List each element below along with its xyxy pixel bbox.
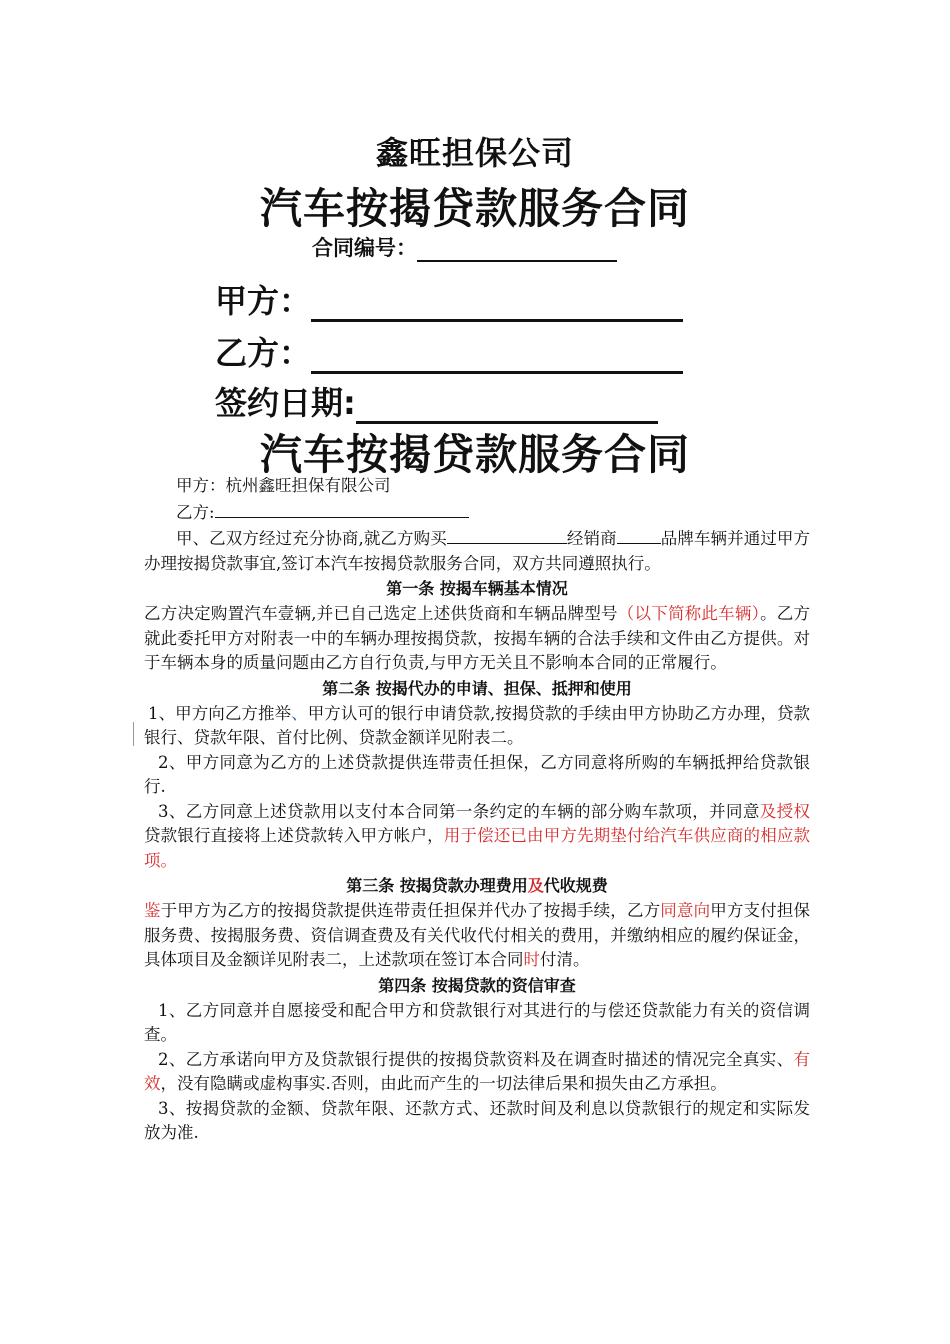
cover-title: 汽车按揭贷款服务合同 (259, 184, 690, 233)
a2-item3-text-d-red: 用于偿还已由甲方先期垫付给汽车供应商的相应款项。 (144, 826, 811, 870)
a2-revision-mark: 、 (291, 703, 308, 723)
contract-number-field (312, 232, 617, 262)
company-name: 鑫旺担保公司 (375, 134, 574, 172)
a3-text-5-red: 时 (523, 950, 540, 969)
article-3-heading (144, 873, 810, 899)
party-a-label: 甲方： (215, 282, 312, 320)
a1-text-2-red: （以下简称此车辆） (617, 604, 761, 623)
party-a-line: 甲方：杭州鑫旺担保有限公司 (176, 476, 391, 495)
party-b-blank (311, 341, 683, 374)
text-cursor (133, 722, 134, 746)
party-b-label: 乙方： (215, 334, 312, 372)
article-2-item-1 (144, 702, 810, 751)
a3-text-4: 甲方支付担保服务费、按揭服务费、资信调查费及有关代收代付相关的费用，并缴纳相应的履约保证金，具体项目及金额详见附表二，上述款项在签订本合同 (144, 901, 811, 969)
article-4-item-2 (144, 1048, 810, 1097)
intro-text-2: 经销商 (566, 529, 617, 548)
article-2-item-2: 2、甲方同意为乙方的上述贷款提供连带责任担保，乙方同意将所购的车辆抵押给贷款银行. (144, 752, 810, 796)
article-1-paragraph (144, 602, 810, 676)
sign-date-label: 签约日期: (215, 384, 356, 422)
article-2-heading: 第二条 按揭代办的申请、担保、抵押和使用 (322, 678, 632, 698)
sign-date-field (215, 378, 658, 424)
a3-text-6: 付清。 (540, 950, 590, 969)
a1-text-1: 乙方决定购置汽车壹辆,并已自己选定上述供货商和车辆品牌型号 (144, 604, 618, 623)
contract-body (144, 474, 810, 1146)
article-1-heading: 第一条 按揭车辆基本情况 (386, 579, 568, 598)
party-b-line-blank (215, 499, 469, 518)
article-2-item-3 (144, 800, 810, 874)
a1-text-3: 。乙方就此委托甲方对附表一中的车辆办理按揭贷款，按揭车辆的合法手续和文件由乙方提供。对于车辆本身的质量问题由乙方自行负责,与甲方无关且不影响本合同的正常履行。 (144, 604, 811, 672)
contract-number-blank (417, 240, 617, 262)
a3-text-1-red: 鉴 (144, 901, 161, 920)
intro-text-1: 甲、乙双方经过充分协商,就乙方购买 (176, 529, 447, 548)
article-4-heading: 第四条 按揭贷款的资信审查 (378, 975, 576, 995)
a4-item2-text-b-red: 有效 (144, 1049, 810, 1093)
party-a-blank (311, 289, 683, 322)
article-4-item-1: 1、乙方同意并自愿接受和配合甲方和贷款银行对其进行的与偿还贷款能力有关的资信调查。 (144, 1000, 810, 1044)
article-4-item-3: 3、按揭贷款的金额、贷款年限、还款方式、还款时间及利息以贷款银行的规定和实际发放为准. (144, 1098, 810, 1142)
sign-date-blank (356, 391, 658, 424)
a3-heading-b-red: 及 (527, 876, 544, 895)
contract-number-label: 合同编号： (312, 236, 417, 260)
a3-heading-a: 第三条 按揭贷款办理费用 (346, 876, 528, 895)
party-a-field (215, 276, 683, 322)
party-b-field (215, 328, 683, 374)
party-b-line-label: 乙方: (176, 502, 215, 522)
document-title: 汽车按揭贷款服务合同 (259, 430, 690, 479)
intro-paragraph (144, 525, 810, 576)
brand-blank (617, 525, 661, 544)
a2-item3-text-b-red: 及授权 (759, 801, 811, 821)
a2-item3-text-a: 3、乙方同意上述贷款用以支付本合同第一条约定的车辆的部分购车款项，并同意 (158, 801, 760, 821)
a2-item1-text-b: 甲方认可的银行申请贷款,按揭贷款的手续由甲方协助乙方办理，贷款银行、贷款年限、首付比例、贷款金额详见附表二。 (144, 703, 811, 747)
a2-item3-text-c: 贷款银行直接将上述贷款转入甲方帐户， (144, 826, 444, 845)
party-b-line (144, 499, 810, 526)
a2-item1-text-a: 1、甲方向乙方推举 (148, 703, 292, 723)
intro-text-3: 品牌车辆并通过甲方办理按揭贷款事宜,签订本汽车按揭贷款服务合同，双方共同遵照执行。 (144, 529, 811, 573)
a4-item2-text-c: ，没有隐瞒或虚构事实.否则，由此而产生的一切法律后果和损失由乙方承担。 (160, 1074, 727, 1093)
a3-text-2: 于甲方为乙方的按揭贷款提供连带责任担保并代办了按揭手续，乙方 (160, 901, 661, 920)
article-3-paragraph (144, 899, 810, 973)
a4-item2-text-a: 2、乙方承诺向甲方及贷款银行提供的按揭贷款资料及在调查时描述的情况完全真实、 (158, 1049, 794, 1069)
a3-heading-c: 代收规费 (543, 876, 608, 895)
dealer-blank (447, 525, 567, 544)
a3-text-3-red: 同意向 (660, 901, 711, 920)
